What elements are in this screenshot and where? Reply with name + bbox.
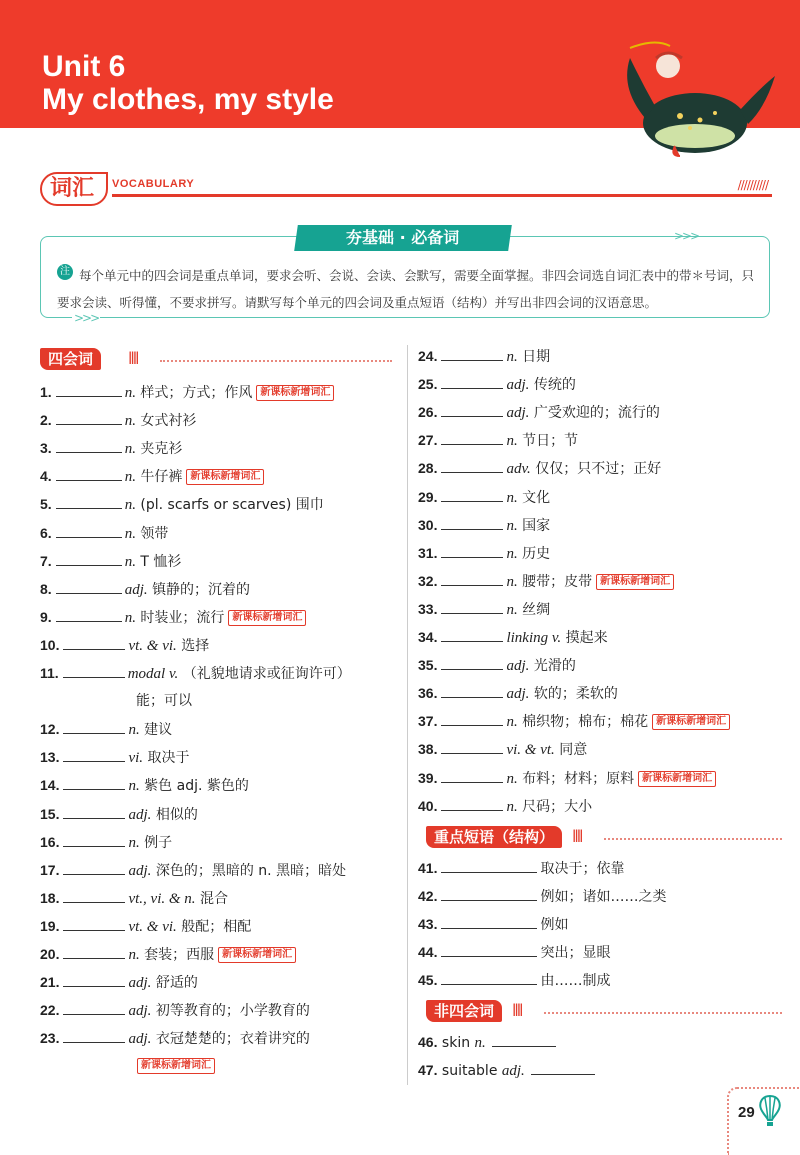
item-number: 10.: [40, 636, 60, 653]
word-row: [40, 663, 351, 684]
part-of-speech: n.: [506, 517, 518, 534]
part-of-speech: vi. & vt.: [506, 742, 555, 759]
item-number: 13.: [40, 749, 60, 766]
part-of-speech: n.: [506, 798, 518, 815]
answer-blank[interactable]: [441, 403, 503, 417]
phrase-row: [418, 858, 624, 879]
meaning-text: 光滑的: [533, 658, 576, 675]
phrase-row: [418, 886, 666, 907]
answer-blank[interactable]: [56, 495, 122, 509]
item-number: 21.: [40, 974, 60, 991]
item-number: 29.: [418, 488, 438, 505]
answer-blank[interactable]: [63, 1029, 125, 1043]
item-number: 23.: [40, 1030, 60, 1047]
item-number: 8.: [40, 580, 52, 597]
item-number: 38.: [418, 741, 438, 758]
answer-blank[interactable]: [56, 467, 122, 481]
vocabulary-header: [40, 170, 770, 210]
part-of-speech: adj.: [128, 1003, 152, 1020]
item-number: 1.: [40, 384, 52, 400]
meaning-text: 例如: [540, 917, 569, 933]
meaning-text: （礼貌地请求或征询许可）: [182, 666, 351, 682]
note-text: 每个单元中的四会词是重点单词，要求会听、会说、会读、会默写，需要全面掌握。非四会词选自词汇表中的带＊号词，只要求会读、听得懂，不要求拼写。请默写每个单元的四会词及重点短语（结构）并写出非四会词的汉语意思。: [57, 268, 755, 310]
word-row: [40, 438, 182, 459]
meaning-text: 取决于: [147, 750, 190, 767]
meaning-text: 紫色 adj. 紫色的: [144, 778, 249, 795]
part-of-speech: n.: [128, 722, 140, 739]
meaning-text: 传统的: [533, 377, 576, 394]
word-text: suitable: [441, 1063, 498, 1079]
part-of-speech: n.: [124, 385, 136, 401]
note-tab-label: 夯基础 · 必备词: [346, 228, 460, 247]
word-row: [418, 487, 550, 508]
item-number: 12.: [40, 721, 60, 738]
part-of-speech: n.: [124, 553, 136, 570]
meaning-text: 文化: [522, 489, 551, 506]
answer-blank[interactable]: [441, 859, 537, 873]
word-row: [418, 711, 730, 732]
meaning-text: 夹克衫: [140, 441, 183, 458]
part-of-speech: n.: [124, 497, 136, 514]
word-row: [40, 747, 190, 768]
answer-blank[interactable]: [63, 1001, 125, 1015]
meaning-text: 领带: [140, 525, 169, 542]
item-number: 28.: [418, 460, 438, 477]
answer-blank[interactable]: [441, 712, 503, 726]
answer-blank[interactable]: [441, 347, 503, 361]
word-row: [133, 1056, 215, 1076]
meaning-text: 广受欢迎的；流行的: [533, 405, 660, 422]
item-number: 17.: [40, 861, 60, 878]
meaning-text: 日期: [522, 349, 551, 365]
meaning-text: 棉织物；棉布；棉花: [522, 714, 649, 731]
word-row: [418, 346, 550, 367]
part-of-speech: n.: [128, 834, 140, 851]
part-of-speech: n.: [506, 573, 518, 590]
answer-blank[interactable]: [63, 973, 125, 987]
part-of-speech: adj.: [506, 377, 530, 394]
word-row: [418, 768, 716, 789]
item-number: 11.: [40, 665, 59, 681]
word-row: [40, 382, 334, 403]
part-of-speech: n.: [124, 413, 136, 430]
answer-blank[interactable]: [56, 580, 122, 594]
meaning-text: 牛仔裤: [140, 469, 183, 486]
unit-subtitle: My clothes, my style: [42, 83, 334, 116]
word-row: [40, 494, 324, 515]
answer-blank[interactable]: [441, 544, 503, 558]
answer-blank[interactable]: [56, 383, 122, 397]
new-standard-badge: 新课标新增词汇: [256, 385, 334, 401]
item-number: 16.: [40, 833, 60, 850]
word-row: [418, 543, 550, 564]
item-number: 33.: [418, 600, 438, 617]
answer-blank[interactable]: [441, 740, 503, 754]
item-number: 22.: [40, 1002, 60, 1019]
phrase-row: [418, 914, 568, 935]
word-row: [40, 466, 264, 487]
section-label-phrases: 重点短语（结构）: [426, 826, 562, 848]
answer-blank[interactable]: [63, 889, 125, 903]
part-of-speech: adj.: [128, 862, 152, 879]
word-row: [418, 430, 578, 451]
meaning-text: 深色的；黑暗的 n. 黑暗；暗处: [155, 862, 347, 879]
item-number: 47.: [418, 1062, 438, 1078]
stripes-icon: ||||: [128, 350, 138, 364]
meaning-text: 时装业；流行: [140, 609, 225, 626]
part-of-speech: n.: [124, 441, 136, 458]
answer-blank[interactable]: [441, 600, 503, 614]
part-of-speech: n.: [474, 1035, 486, 1051]
item-number: 44.: [418, 944, 438, 960]
new-standard-badge: 新课标新增词汇: [638, 771, 716, 787]
word-row: [418, 599, 550, 620]
column-divider: [407, 345, 408, 1085]
item-number: 18.: [40, 889, 60, 906]
item-number: 37.: [418, 713, 438, 730]
answer-blank[interactable]: [63, 664, 125, 678]
meaning-text: 能；可以: [136, 693, 192, 710]
part-of-speech: adj.: [128, 975, 152, 992]
item-number: 14.: [40, 777, 60, 794]
section-dots: [544, 1012, 782, 1014]
word-row: [40, 972, 198, 993]
section-label-four: 四会词: [40, 348, 101, 370]
answer-blank[interactable]: [441, 943, 537, 957]
answer-blank[interactable]: [63, 833, 125, 847]
meaning-text: 突出；显眼: [540, 945, 611, 961]
word-row: [40, 775, 249, 796]
item-number: 26.: [418, 404, 438, 421]
word-row: [40, 410, 196, 431]
note-badge-icon: 注: [57, 264, 73, 280]
answer-blank[interactable]: [63, 748, 125, 762]
answer-blank[interactable]: [441, 572, 503, 586]
item-number: 7.: [40, 552, 52, 569]
item-number: 6.: [40, 524, 52, 541]
meaning-text: 同意: [559, 742, 588, 759]
item-number: 20.: [40, 946, 60, 962]
new-standard-badge: 新课标新增词汇: [186, 469, 264, 485]
item-number: 40.: [418, 797, 438, 814]
meaning-text: 由……制成: [540, 973, 611, 989]
part-of-speech: n.: [128, 947, 140, 963]
part-of-speech: vt. & vi.: [128, 637, 177, 654]
meaning-text: 丝绸: [522, 601, 551, 618]
vocabulary-rule: [112, 194, 772, 197]
meaning-text: 选择: [181, 637, 210, 654]
meaning-text: 布料；材料；原料: [522, 770, 635, 787]
part-of-speech: vi.: [128, 750, 144, 767]
item-number: 24.: [418, 348, 438, 364]
meaning-text: 历史: [522, 545, 551, 562]
part-of-speech: n.: [506, 770, 518, 787]
section-dots: [604, 838, 782, 840]
item-number: 25.: [418, 376, 438, 393]
word-row: [418, 796, 592, 817]
item-number: 35.: [418, 657, 438, 674]
part-of-speech: n.: [124, 469, 136, 486]
section-dots: [160, 360, 392, 362]
meaning-text: 样式；方式；作风: [140, 385, 253, 401]
answer-blank[interactable]: [441, 684, 503, 698]
new-standard-badge: 新课标新增词汇: [137, 1058, 215, 1074]
item-number: 46.: [418, 1034, 438, 1050]
part-of-speech: adv.: [506, 461, 531, 478]
answer-blank[interactable]: [441, 516, 503, 530]
answer-blank[interactable]: [63, 805, 125, 819]
stripes-icon: ||||: [572, 828, 582, 842]
stripes-icon: ||||: [512, 1002, 522, 1016]
arrows-left-icon: >>>: [74, 311, 99, 325]
meaning-text: 衣冠楚楚的；衣着讲究的: [155, 1031, 310, 1048]
item-number: 43.: [418, 916, 438, 932]
word-row: [40, 916, 251, 937]
word-row: [418, 515, 550, 536]
page-number: 29: [738, 1104, 755, 1121]
answer-blank[interactable]: [63, 861, 125, 875]
answer-blank[interactable]: [56, 552, 122, 566]
arrows-right-icon: >>>: [674, 229, 699, 243]
part-of-speech: n.: [506, 545, 518, 562]
part-of-speech: adj.: [501, 1063, 525, 1079]
part-of-speech: n.: [506, 489, 518, 506]
hot-air-balloon-icon: [757, 1094, 783, 1128]
phrase-row: [418, 970, 610, 991]
meaning-text: 腰带；皮带: [522, 573, 593, 590]
unit-number: Unit 6: [42, 50, 126, 83]
item-number: 2.: [40, 412, 52, 429]
item-number: 3.: [40, 440, 52, 457]
item-number: 5.: [40, 496, 52, 513]
word-row: [40, 944, 296, 965]
answer-blank[interactable]: [441, 459, 503, 473]
answer-blank[interactable]: [56, 608, 122, 622]
item-number: 30.: [418, 516, 438, 533]
answer-blank[interactable]: [56, 439, 122, 453]
answer-blank[interactable]: [441, 971, 537, 985]
vocabulary-cn-label: 词汇: [40, 172, 108, 206]
answer-blank[interactable]: [441, 431, 503, 445]
part-of-speech: linking v.: [506, 630, 562, 646]
answer-blank[interactable]: [441, 375, 503, 389]
item-number: 19.: [40, 917, 60, 934]
meaning-text: (pl. scarfs or scarves) 围巾: [140, 497, 324, 514]
word-row: [418, 739, 587, 760]
meaning-text: 节日；节: [522, 433, 579, 450]
part-of-speech: n.: [506, 349, 518, 365]
part-of-speech: n.: [506, 714, 518, 731]
meaning-text: 镇静的；沉着的: [152, 581, 251, 598]
vocabulary-en-label: VOCABULARY: [112, 178, 195, 190]
part-of-speech: vt., vi. & n.: [128, 890, 196, 907]
nonfour-row: [418, 1060, 595, 1081]
word-row: [40, 579, 250, 600]
word-row: [40, 1028, 310, 1049]
part-of-speech: modal v.: [127, 666, 179, 682]
word-row: [418, 683, 618, 704]
word-row: [40, 635, 209, 656]
unit-title: [42, 50, 334, 116]
word-row: [418, 402, 660, 423]
answer-blank[interactable]: [56, 411, 122, 425]
item-number: 39.: [418, 769, 438, 786]
word-row: [40, 888, 228, 909]
word-row: [40, 551, 181, 572]
part-of-speech: adj.: [506, 686, 530, 703]
meaning-text: 取决于；依靠: [540, 861, 625, 877]
new-standard-badge: 新课标新增词汇: [218, 947, 296, 963]
nonfour-row: [418, 1032, 556, 1053]
item-number: 31.: [418, 544, 438, 561]
item-number: 36.: [418, 685, 438, 702]
meaning-text: 混合: [200, 890, 228, 907]
meaning-text: 摸起来: [565, 630, 608, 646]
answer-blank[interactable]: [63, 776, 125, 790]
item-number: 27.: [418, 432, 438, 449]
word-row: [418, 374, 576, 395]
word-text: skin: [441, 1035, 471, 1051]
part-of-speech: n.: [124, 609, 136, 626]
word-row: [40, 691, 192, 711]
meaning-text: 仅仅；只不过；正好: [535, 461, 662, 478]
word-row: [40, 860, 346, 881]
answer-blank[interactable]: [441, 656, 503, 670]
meaning-text: 国家: [522, 517, 551, 534]
answer-blank[interactable]: [492, 1033, 556, 1047]
answer-blank[interactable]: [531, 1061, 595, 1075]
meaning-text: 女式衬衫: [140, 413, 197, 430]
answer-blank[interactable]: [441, 488, 503, 502]
new-standard-badge: 新课标新增词汇: [596, 574, 674, 590]
meaning-text: 软的；柔软的: [533, 686, 618, 703]
answer-blank[interactable]: [441, 628, 503, 642]
part-of-speech: adj.: [128, 1031, 152, 1048]
item-number: 34.: [418, 629, 438, 645]
part-of-speech: n.: [506, 433, 518, 450]
meaning-text: 建议: [144, 722, 173, 739]
phrase-row: [418, 942, 610, 963]
word-row: [40, 719, 172, 740]
item-number: 4.: [40, 468, 52, 485]
answer-blank[interactable]: [63, 917, 125, 931]
meaning-text: T 恤衫: [140, 553, 182, 570]
stripes-decoration-icon: //////////: [737, 178, 768, 192]
note-tab: [294, 225, 512, 251]
meaning-text: 般配；相配: [181, 918, 252, 935]
item-number: 9.: [40, 608, 52, 625]
answer-blank[interactable]: [441, 797, 503, 811]
answer-blank[interactable]: [63, 945, 125, 959]
new-standard-badge: 新课标新增词汇: [228, 610, 306, 626]
part-of-speech: adj.: [128, 806, 152, 823]
whale-illustration-icon: [600, 28, 800, 158]
meaning-text: 舒适的: [155, 975, 198, 992]
part-of-speech: adj.: [506, 405, 530, 422]
word-row: [40, 607, 306, 628]
word-row: [418, 571, 674, 592]
answer-blank[interactable]: [56, 524, 122, 538]
word-row: [40, 1000, 310, 1021]
answer-blank[interactable]: [63, 720, 125, 734]
word-row: [40, 832, 172, 853]
item-number: 42.: [418, 888, 438, 904]
item-number: 41.: [418, 860, 438, 876]
section-label-nonfour: 非四会词: [426, 1000, 502, 1022]
answer-blank[interactable]: [441, 769, 503, 783]
meaning-text: 尺码；大小: [522, 798, 593, 815]
part-of-speech: adj.: [506, 658, 530, 675]
part-of-speech: adj.: [124, 581, 148, 598]
meaning-text: 例子: [144, 834, 173, 851]
meaning-text: 例如；诸如……之类: [540, 889, 667, 905]
answer-blank[interactable]: [441, 887, 537, 901]
word-row: [418, 458, 661, 479]
meaning-text: 套装；西服: [144, 947, 215, 963]
new-standard-badge: 新课标新增词汇: [652, 714, 730, 730]
word-row: [40, 804, 198, 825]
answer-blank[interactable]: [63, 636, 125, 650]
part-of-speech: n.: [506, 601, 518, 618]
part-of-speech: n.: [128, 778, 140, 795]
word-row: [418, 655, 576, 676]
answer-blank[interactable]: [441, 915, 537, 929]
meaning-text: 相似的: [155, 806, 198, 823]
meaning-text: 初等教育的；小学教育的: [155, 1003, 310, 1020]
item-number: 15.: [40, 805, 60, 822]
part-of-speech: n.: [124, 525, 136, 542]
word-row: [40, 523, 168, 544]
part-of-speech: vt. & vi.: [128, 918, 177, 935]
word-row: [418, 627, 608, 648]
item-number: 32.: [418, 572, 438, 589]
item-number: 45.: [418, 972, 438, 988]
